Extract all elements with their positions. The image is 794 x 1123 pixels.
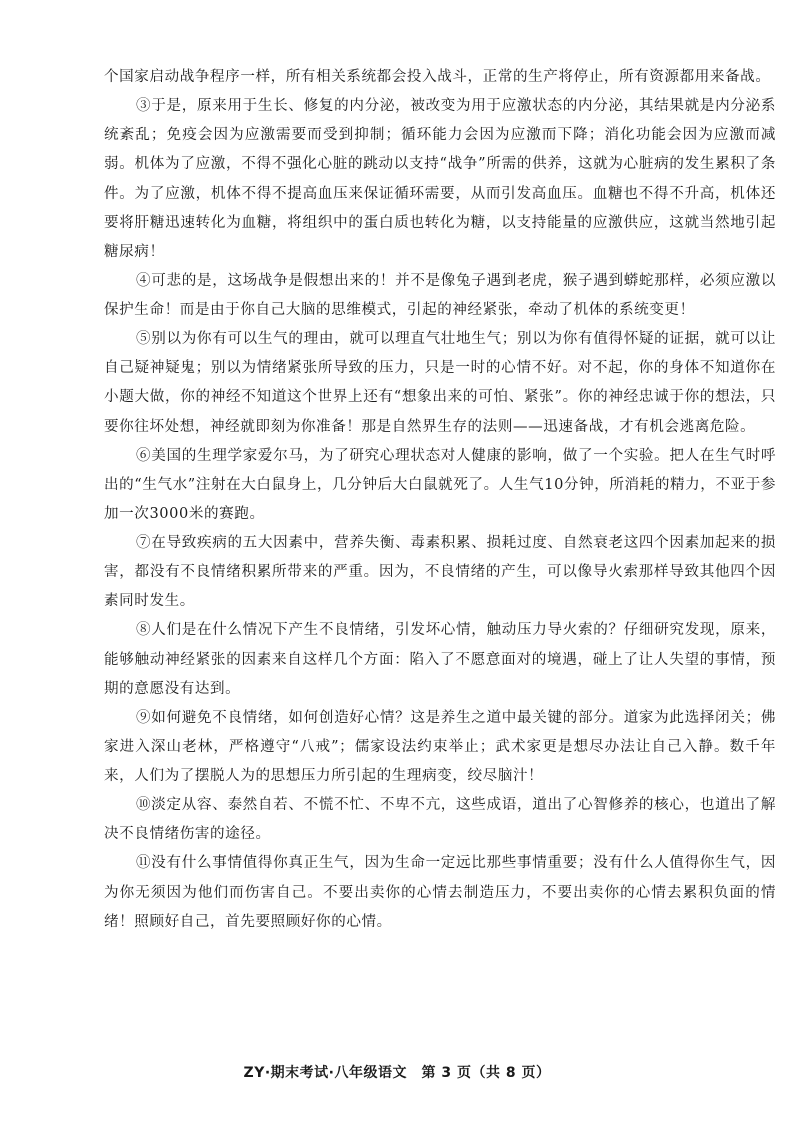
paragraph-5: ⑤别以为你有可以生气的理由，就可以理直气壮地生气；别以为你有值得怀疑的证据，就可以让自己疑神疑鬼；别以为情绪紧张所导致的压力，只是一时的心情不好。对不起，你的身体不知道你在小题大做，你的神经不知道这个世界上还有“想象出来的可怕、紧张”。你的神经忠诚于你的想法，只要你往坏处想，神经就即刻为你准备！那是自然界生存的法则——迅速备战，才有机会逃离危险。: [104, 330, 776, 435]
paragraph-6: ⑥美国的生理学家爱尔马，为了研究心理状态对人健康的影响，做了一个实验。把人在生气时呼出的“生气水”注射在大白鼠身上，几分钟后大白鼠就死了。人生气10分钟，所消耗的精力，不亚于参加一次3000米的赛跑。: [104, 446, 776, 522]
paragraph-3: ③于是，原来用于生长、修复的内分泌，被改变为用于应激状态的内分泌，其结果就是内分泌系统紊乱；免疫会因为应激需要而受到抑制；循环能力会因为应激而下降；消化功能会因为应激而减弱。机体为了应激，不得不强化心脏的跳动以支持“战争”所需的供养，这就为心脏病的发生累积了条件。为了应激，机体不得不提高血压来保证循环需要，从而引发高血压。血糖也不得不升高，机体还要将肝糖迅速转化为血糖，将组织中的蛋白质也转化为糖，以支持能量的应激供应，这就当然地引起糖尿病！: [104, 97, 776, 260]
paragraph-7: ⑦在导致疾病的五大因素中，营养失衡、毒素积累、损耗过度、自然衰老这四个因素加起来的损害，都没有不良情绪积累所带来的严重。因为，不良情绪的产生，可以像导火索那样导致其他四个因素同时发生。: [104, 534, 776, 610]
page-footer: ZY·期末考试·八年级语文 第 3 页（共 8 页）: [243, 1065, 551, 1081]
paragraph-4: ④可悲的是，这场战争是假想出来的！并不是像兔子遇到老虎，猴子遇到蟒蛇那样，必须应激以保护生命！而是由于你自己大脑的思维模式，引起的神经紧张，牵动了机体的系统变更！: [104, 271, 776, 318]
paragraph-11: ⑪没有什么事情值得你真正生气，因为生命一定远比那些事情重要；没有什么人值得你生气，因为你无须因为他们而伤害自己。不要出卖你的心情去制造压力，不要出卖你的心情去累积负面的情绪！照顾好自己，首先要照顾好你的心情。: [104, 854, 776, 930]
paragraph-10: ⑩淡定从容、泰然自若、不慌不忙、不卑不亢，这些成语，道出了心智修养的核心，也道出了解决不良情绪伤害的途径。: [104, 796, 776, 843]
paragraph-continuation: 个国家启动战争程序一样，所有相关系统都会投入战斗，正常的生产将停止，所有资源都用来备战。: [104, 68, 771, 85]
paragraph-8: ⑧人们是在什么情况下产生不良情绪，引发坏心情，触动压力导火索的？仔细研究发现，原来，能够触动神经紧张的因素来自这样几个方面：陷入了不愿意面对的境遇，碰上了让人失望的事情，预期的意愿没有达到。: [104, 621, 776, 697]
paragraph-9: ⑨如何避免不良情绪，如何创造好心情？这是养生之道中最关键的部分。道家为此选择闭关；佛家进入深山老林，严格遵守“八戒”；儒家设法约束举止；武术家更是想尽办法让自己入静。数千年来，人们为了摆脱人为的思想压力所引起的生理病变，绞尽脑汁！: [104, 708, 776, 784]
